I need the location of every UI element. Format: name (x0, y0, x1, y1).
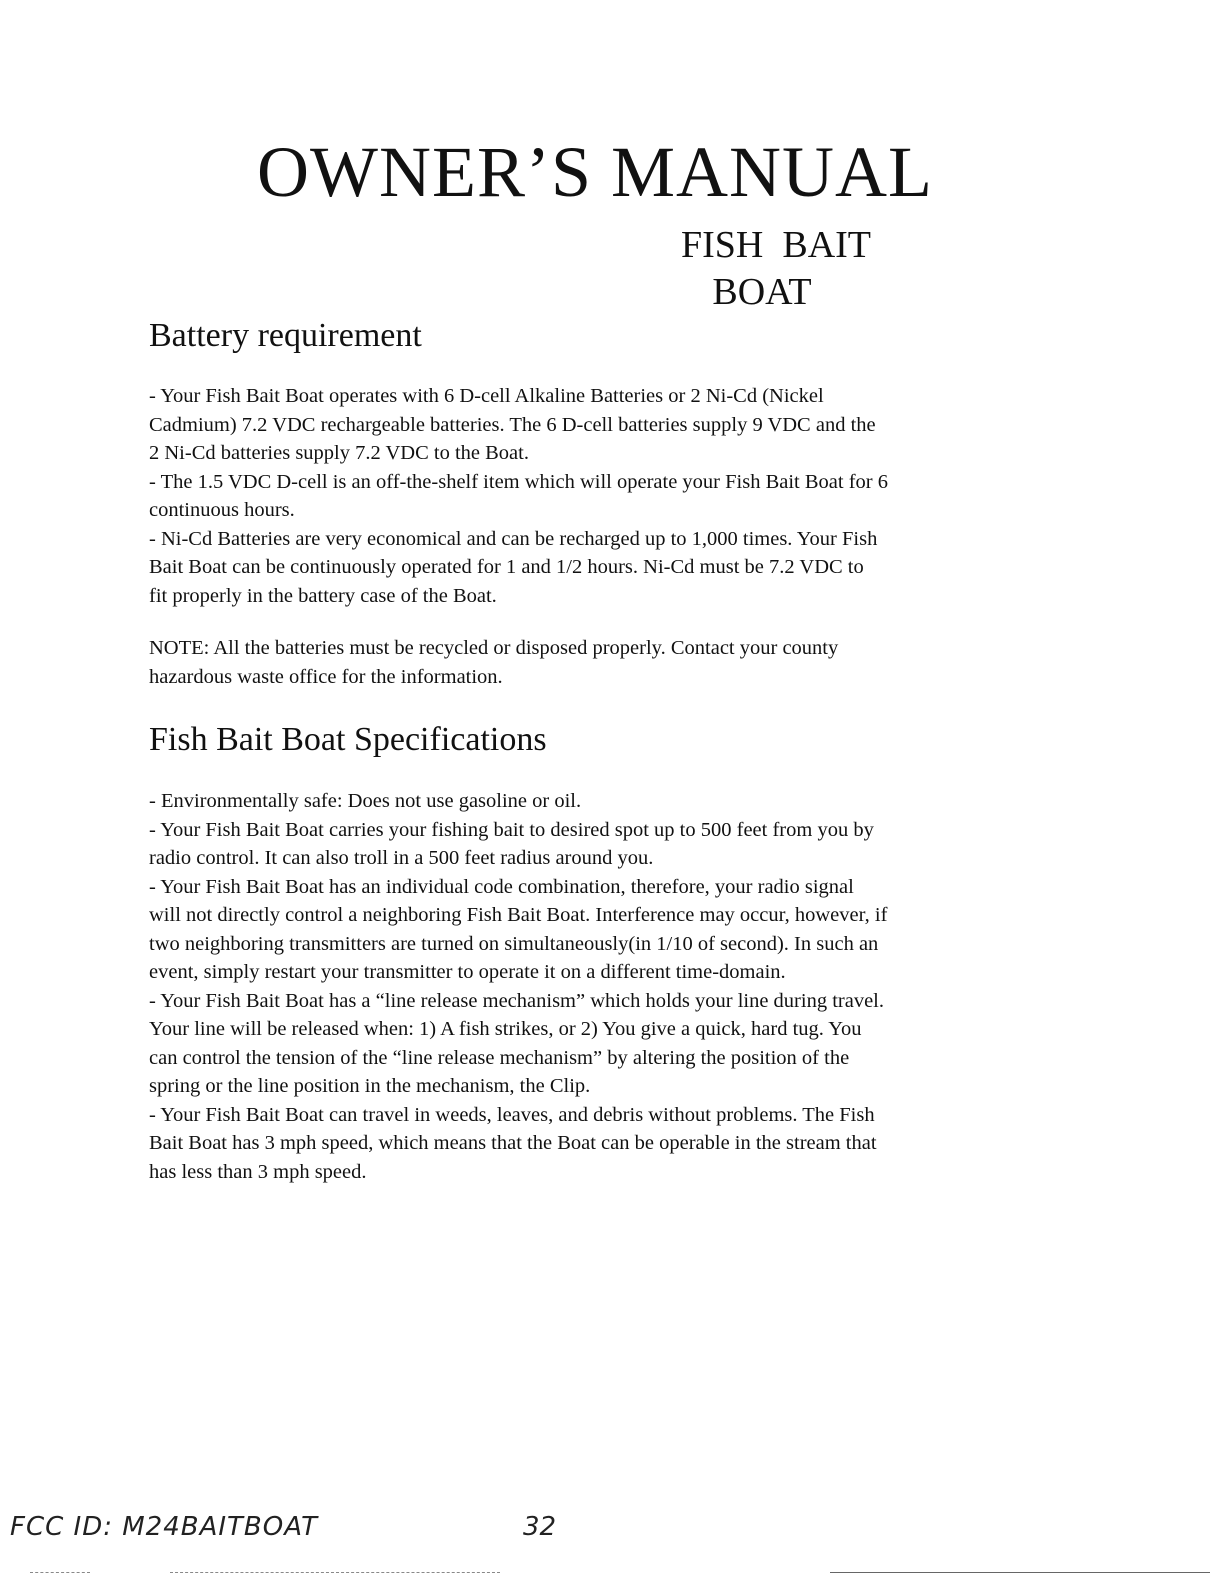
text-line: spring or the line position in the mechanism, the Clip. (149, 1075, 591, 1097)
text-line: - Your Fish Bait Boat can travel in weeds, leaves, and debris without problems. The Fish (149, 1103, 875, 1126)
text-line: Bait Boat can be continuously operated for 1 and 1/2 hours. Ni-Cd must be 7.2 VDC to (149, 556, 864, 578)
fcc-id-handwritten: FCC ID: M24BAITBOAT (10, 1512, 319, 1542)
text-line: 2 Ni-Cd batteries supply 7.2 VDC to the Boat. (149, 442, 529, 464)
text-line: can control the tension of the “line release mechanism” by altering the position of the (149, 1046, 850, 1069)
text-line: - Your Fish Bait Boat operates with 6 D-cell Alkaline Batteries or 2 Ni-Cd (Nickel (149, 385, 824, 407)
text-line: - Your Fish Bait Boat carries your fishing bait to desired spot up to 500 feet from you by (149, 818, 874, 841)
scan-artifact-line (30, 1572, 90, 1573)
text-line: will not directly control a neighboring Fish Bait Boat. Interference may occur, however, if (149, 904, 888, 926)
subtitle-line-2: BOAT (712, 271, 812, 313)
text-line: - Environmentally safe: Does not use gasoline or oil. (149, 790, 582, 812)
text-line: Bait Boat has 3 mph speed, which means that the Boat can be operable in the stream that (149, 1132, 877, 1154)
text-line: Your line will be released when: 1) A fish strikes, or 2) You give a quick, hard tug. You (149, 1018, 862, 1040)
note-paragraph (149, 634, 1029, 691)
text-line: - Your Fish Bait Boat has an individual code combination, therefore, your radio signal (149, 875, 854, 898)
scan-artifact-line (170, 1572, 500, 1573)
page-title: OWNER’S MANUAL (257, 132, 933, 212)
battery-paragraph (149, 382, 1029, 610)
text-line: hazardous waste office for the information. (149, 665, 503, 688)
text-line: Cadmium) 7.2 VDC rechargeable batteries. The 6 D-cell batteries supply 9 VDC and the (149, 413, 876, 436)
page-number: 32 (523, 1512, 557, 1542)
text-line: fit properly in the battery case of the Boat. (149, 584, 497, 607)
text-line: - Ni-Cd Batteries are very economical and can be recharged up to 1,000 times. Your Fish (149, 527, 878, 550)
specifications-heading: Fish Bait Boat Specifications (149, 721, 547, 758)
battery-heading: Battery requirement (149, 317, 422, 354)
text-line: NOTE: All the batteries must be recycled or disposed properly. Contact your county (149, 637, 839, 659)
text-line: continuous hours. (149, 499, 295, 521)
scan-artifact-line (830, 1572, 1210, 1573)
text-line: - The 1.5 VDC D-cell is an off-the-shelf item which will operate your Fish Bait Boat for 6 (149, 470, 888, 493)
text-line: has less than 3 mph speed. (149, 1160, 367, 1183)
text-line: two neighboring transmitters are turned on simultaneously(in 1/10 of second). In such an (149, 932, 879, 955)
specifications-paragraph (149, 787, 1029, 1186)
text-line: radio control. It can also troll in a 500 feet radius around you. (149, 847, 654, 869)
text-line: event, simply restart your transmitter to operate it on a different time-domain. (149, 961, 786, 983)
text-line: - Your Fish Bait Boat has a “line release mechanism” which holds your line during travel. (149, 989, 884, 1012)
subtitle-line-1: FISH BAIT (680, 224, 872, 266)
